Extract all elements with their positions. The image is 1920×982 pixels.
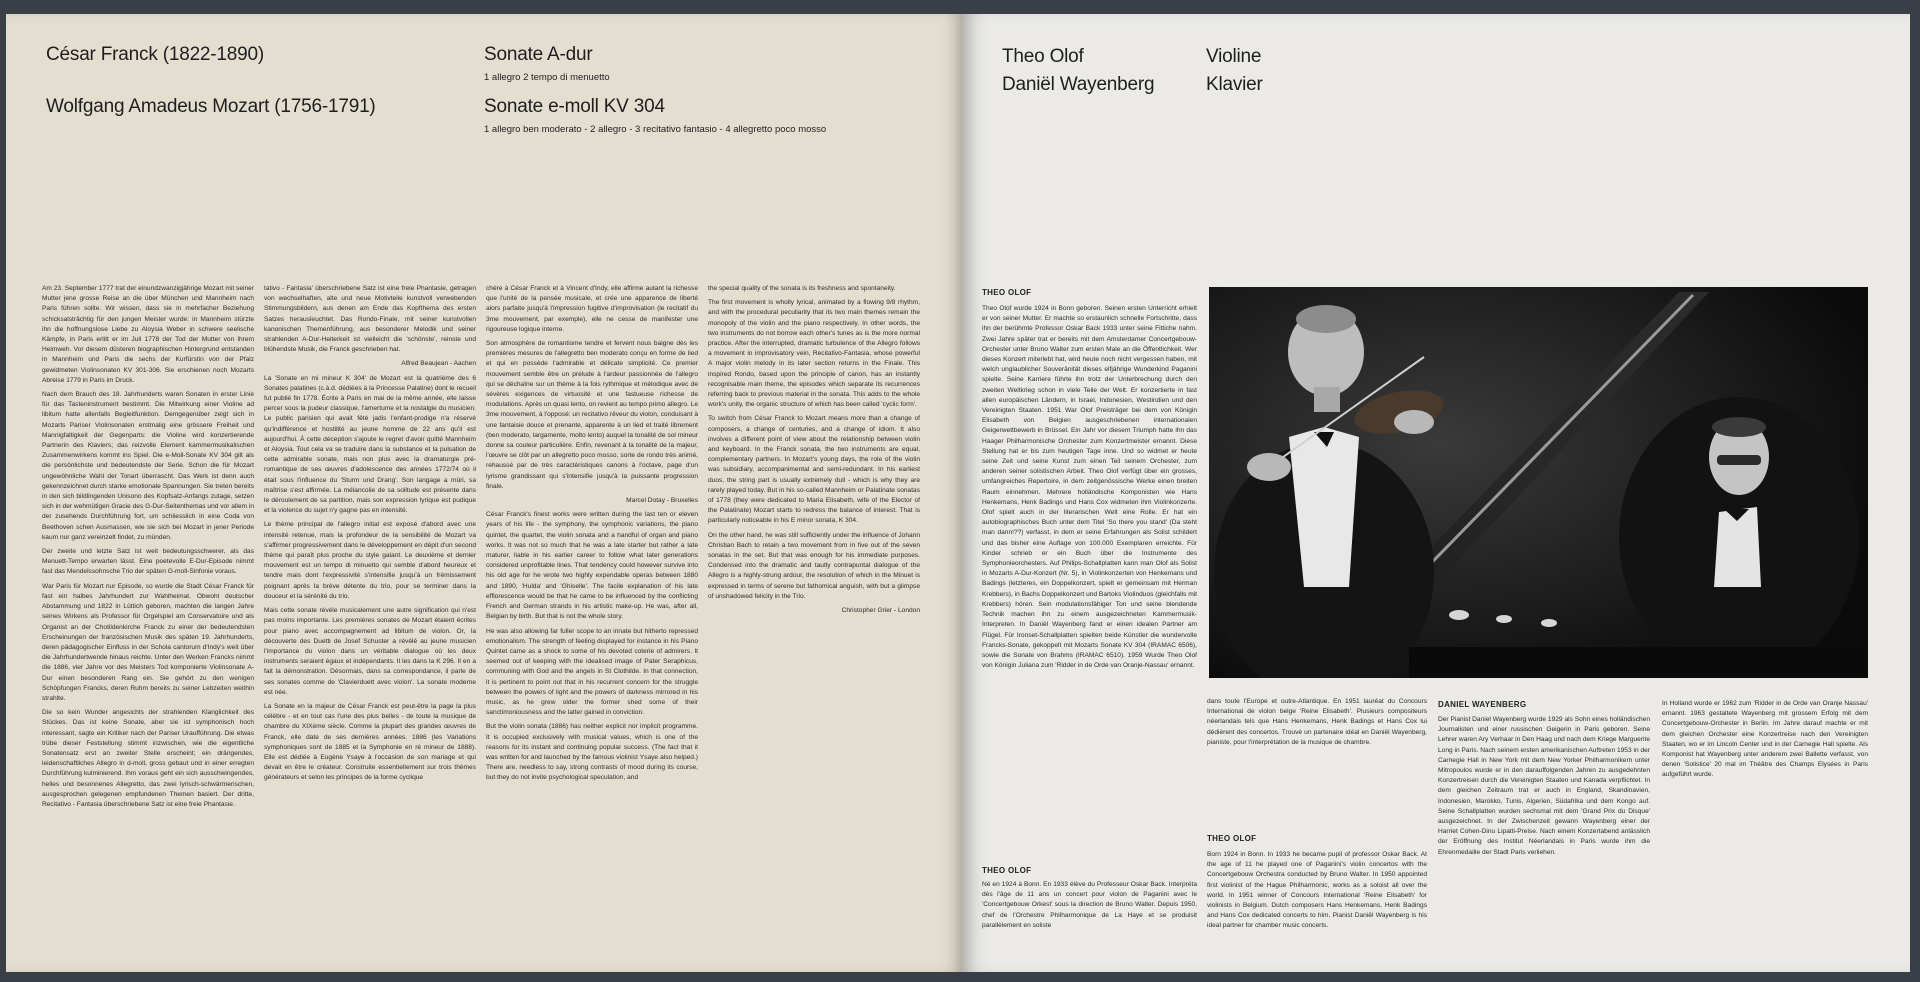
notes-paragraph: Mais cette sonate révèle musicalement une autre signification qui n'est pas moins importante. Les premières sonates de Mozart étaient écrites pour piano avec accompagnement ad libitum de violon. Or, la découverte des Duetti de Josef Schuster a révélé au jeune musicien l'importance du violon dans un véritable dialogue où les deux instruments seraient égaux et indépendants. Il les dans la K 296. Il en a fait la démonstration. Désormais, dans sa correspondance, il parle de ses sonates comme de 'Clavierduett avec violon'. La sonate moderne est née.: [264, 607, 476, 696]
theo-olof-heading: THEO OLOF: [982, 288, 1032, 297]
notes-paragraph: But the violin sonata (1886) has neither explicit nor implicit programme. It is occupied exclusively with musical values, which is one of the reasons for its instant and continuing popular success. (The fact that it was written for and launched by the famous violinist Ysaye also helped.) There are, needless to say, strong contrasts of mood during its course, but they do not invite psychological speculation, and: [486, 723, 698, 782]
notes-column-french-english: [486, 284, 698, 960]
author-signature: Marcel Dotay - Bruxelles: [626, 497, 698, 505]
notes-paragraph: Son atmosphère de romantisme tendre et fervent nous baigne dès les premières mesures de l'allegretto ben moderato conçu en forme de lied et qui en possède l'admirable et délicate simplicité. Ce premier mouvement semble être un prélude à l'ardeur passionnée de l'allegro qui se déchaîne sur un thème à la fois rythmique et mélodique avec de sévères exigences de virtuosité et une fastueuse richesse de modulations. Après un quasi lento, on revient au tempo primo allegro. Le 3me mouvement, à l'opposé: un recitativo rêveur du violon, conduisant à une fantaisie douce et prenante, apparente à un lied et traité librement (ben moderato, largamente, molto lento) auquel la tonalité de sol mineur donne sa couleur particulière. Enfin, revenant à la tonalité de la majeur, l'œuvre se clôt par un allegretto poco mosso, sorte de rondo très animé, rehaussé par de très caractéristiques canons à l'octave, page d'un lyrisme grandissant qui s'intensifie jusqu'à la puissante progression finale.: [486, 340, 698, 490]
bio-wayenberg-col2: [1662, 699, 1868, 899]
notes-paragraph: César Franck's finest works were written during the last ten or eleven years of his life - the symphony, the symphonic variations, the piano quintet, the quartet, the violin sonata and a handful of organ and piano works. It was not so much that he was a late starter but rather a late maturer, liable in his earlier career to follow what later generations considered unprofitable lines. That tendency could however survive into his old age for he wrote two highly expendable operas between 1880 and 1890, 'Hulda' and 'Ghiselle'. The facile explanation of his late efflorescence would be that he came to be influenced by the conflicting French and German strands in his artistic make-up. He was, after all, Belgian by birth. But that is not the whole story.: [486, 511, 698, 621]
notes-column-german: [42, 284, 254, 960]
bio-paragraph: Der Pianist Daniel Wayenberg wurde 1929 als Sohn eines holländischen Journalisten und einer russischen Geigerin in Paris geboren. Seine Lehrer waren Ary Verhaar in Den Haag und nach dem Kriege Marguerite Long in Paris. Nach seinem ersten amerikanischen Auftreten 1953 in der Carnegie Hall in New York mit dem New Yorker Philharmonikern unter Mitropoulos wurde er in den darauffolgenden Jahren zu ausgedehnten Konzertreisen durch die Vereinigten Staaten und Kanada verpflichtet. In dem gleichen Zeitraum trat er auch in England, Skandinavien, Indonesien, Marokko, Tunis, Algerien, Südafrika und dem Kongo auf. Seine Schallplatten wurden sechsmal mit dem 'Grand Prix du Disque' ausgezeichnet. In der Zwischenzeit gewann Wayenberg einer der Harriet Cohen-Dinu Lipatti-Preise. Nach einem Konzertabend anlässlich der Eröffnung des Institut Néerlandais in Paris wurde ihm die Ehrenmedaille der Stadt Paris verliehen.: [1438, 716, 1650, 856]
movements-mozart: 1 allegro ben moderato - 2 allegro - 3 recitativo fantasio - 4 allegretto poco mosso: [484, 124, 827, 135]
notes-paragraph: the special quality of the sonata is its freshness and spontaneity.: [708, 285, 896, 292]
theo-olof-heading-fr: THEO OLOF: [982, 866, 1032, 875]
performer-olof: Theo Olof: [1002, 46, 1084, 67]
notes-paragraph: chère à César Franck et à Vincent d'Indy, elle affirme autant la richesse que l'unité de la pensée musicale, et crée une apparence de liberté alors parfaite jusqu'à l'impression fugitive d'improvisation (le recitatif du 3me mouvement, par exemple), elle ne cesse de manifester une rigoureuse logique interne.: [486, 285, 698, 333]
instrument-piano: Klavier: [1206, 74, 1263, 95]
work-title-mozart: Sonate e-moll KV 304: [484, 96, 665, 117]
notes-paragraph: Nach dem Brauch des 18. Jahrhunderts waren Sonaten in erster Linie für das Tasteninstrument bestimmt. Die Mitwirkung einer Violine ad libitum hatte allenfalls Begleitfunktion. Demgegenüber zeigt sich in Mozarts Pariser Violinsonaten erstmalig eine grössere Freiheit und Mannigfaltigkeit der Gegenparts: die Violine wird konzertierende Partnerin des Klaviers; das reizvolle Element kammermusikalischen Zusammenwirkens kommt ins Spiel. Die e-Moll-Sonate KV 304 gilt als die persönlichste und bedeutendste der Serie. Schon die für Mozart ungewöhnliche Wahl der Tonart überrascht. Das Werk ist denn auch gekennzeichnet durch starke emotionale Spannungen. Sie treten bereits in den sich bildlingenden Unisono des Kopfsatz-Anfangs zutage, setzen sich in der wehmütigen Gracie des G-Dur-Seitenthemas und vor allem in der zusehends Durchführung fort, um schliesslich in eine Coda von Beethoven schen Ausmassen, wie sie sich bei Mozart in jener Periode kaum nur ganz vereinzelt findet, zu münden.: [42, 391, 254, 541]
bio-paragraph: dans toute l'Europe et outre-Atlantique. En 1951 lauréat du Concours International de violon belge 'Reine Elisabeth'. Plusieurs compositeurs néerlandais tels que Hans Henkemans, Henk Badings et Hans Cox lui dédièrent des concertos. Trouvé un partenaire idéal en Daniël Wayenberg, pianiste, pour l'interprétation de la musique de chambre.: [1207, 698, 1427, 746]
work-title-franck: Sonate A-dur: [484, 44, 593, 65]
bio-paragraph: In Holland wurde er 1962 zum 'Ridder in de Orde van Oranje Nassau' ernannt. 1963 gestaltete Wayenberg mit grossem Erfolg mit dem Concertgebouw-Orchester in Berlin. Im Jahre darauf machte er mit dem gleichen Orchester eine Konzertreise nach den Vereinigten Staaten, wo er im Lincoln Center und in der Carnegie Hall spielte. Als Komponist hat Wayenberg unter anderem zwei Ballette verfasst, von denen 'Solistice' 20 mal im Théâtre des Champs Elysées in Paris aufgeführt wurde.: [1662, 700, 1868, 779]
bio-wayenberg-col1: [1438, 715, 1650, 970]
composer-franck: César Franck (1822-1890): [46, 44, 265, 65]
author-signature: Alfred Beaujean - Aachen: [401, 360, 476, 368]
bio-olof-german: [982, 304, 1197, 852]
notes-paragraph: Die so kein Wunder angesichts der strahlenden Klanglichkeit des Stückes. Das ist keine Sonate, aber sie ist symphonisch hoch interessant, sagte ein Kritiker nach der Pariser Uraufführung. Die etwas trübe dieser Feststellung stimmt inzwischen, wie die eigentliche Sonatensatz erst an zweiter Stelle erscheint; ein drängendes, leidenschaftliches Allegro in d-moll, gross gebaut und in einer erregten Durchführung kulminierend. Ihm voraus geht ein sich ausschwingendes, helles und besonnenes Allegretto, das zwei lyrisch-schwärmerischen, ausgesprochen gelegenen empfundenen Themen basiert. Der dritte, Recitativo - Fantasia überschriebene Satz ist eine freie Phantasie.: [42, 709, 254, 808]
instrument-violin: Violine: [1206, 46, 1262, 67]
bio-olof-english: [1207, 850, 1427, 970]
notes-paragraph: The first movement is wholly lyrical, animated by a flowing 9/8 rhythm, and with the procedural peculiarity that its two main themes remain the monopoly of the violin and the piano respectively. In other words, the two instruments do not borrow each other's tunes as is the more normal practice. After the interrupted, dramatic turbulence of the Allegro follows a movement in improvisatory vein, Recitativo-Fantasia, whose powerful A major violin melody in its later section returns in the Finale. This inspired Rondo, based upon the principle of canon, has an instantly recognisable main theme, the episodes which separate its recurrences referring back to previous material in the sonata. This adds to the whole work's unity, the organic structure of which has been called 'cyclic form'.: [708, 299, 920, 409]
bio-paragraph: Theo Olof wurde 1924 in Bonn geboren. Seinen ersten Unterricht erhielt er von seiner Mutter. Er machte so erstaunlich schnelle Fortschritte, dass ihn der berühmte Professor Oskar Back 1933 unter seine Fittiche nahm. Zwei Jahre später trat er bereits mit dem Amsterdamer Concertgebouw-Orchester unter Bruno Walter zum ersten Male an die Öffentlichkeit. Wer dieses Konzert miterlebt hat, wird heute noch nicht vergessen haben, mit welch unglaublicher Souveränität dieses elfjährige Wunderkind Paganini spielte. Seine Karriere führte ihn trotz der Unterbrechung durch den zweiten Weltkrieg schon in viele Teile der Welt. Er konzertierte in fast allen europäischen Ländern, in Israel, Indonesien, Westindien und den Vereinigten Staaten. 1951 War Olof Preisträger bei dem von Königin Elisabeth von Belgien ausgeschriebenen internationalen Geigerwettbewerb in Brüssel. Ein Jahr vor diesem Triumph hatte ihn das Haager Philharmonische Orchester zum Konzertmeister ernannt. Diese Stellung hat er bis zum heutigen Tage inne. Und so widmet er heute seine Zeit und seine Kunst zum einen Teil seinem Orchester, zum anderen seiner solistischen Arbeit. Theo Olof verfügt über ein grosses, umfangreiches Repertoire, in dem zeitgenössische Werke einen breiten Raum einnehmen. Mehrere holländische Komponisten wie Hans Henkemans, Henk Badings und Hans Cox widmeten ihm Violinkonzerte. Olof spielt auch in der literarischen Welt eine Rolle. Er hat ein autobiographisches Buch unter dem Titel 'So there you stand' (Da steht man dann!??) verfasst, in dem er seine Erfahrungen als Solist schildert und das bisher eine Auflage von 100.000 Exemplaren erreichte. Für Kinder schrieb er ein Buch über die Instrumente des Symphonieorchesters. Auf Philips-Schallplatten kann man Olof als Solist in Mozarts A-Dur-Konzert (Nr. 5), in Violinkonzerten von Henkemans und Badings (letzteres, ein Doppelkonzert, spielt er gemeinsam mit Herman Krebbers), in Bachs Doppelkonzert und Bartoks Violinduos (gleichfalls mit Krebbers) hören. Sein modulationsfähiger Ton und seine blendende Technik machen ihn zu einem ausgezeichneten Kammermusik-Interpreten. In Daniël Wayenberg fand er einen idealen Partner am Flügel. Für Ironset-Schallplatten spielten beide Künstler die wundervolle Francks-Sonate, gekoppelt mit Mozarts Sonate KV 304 (IRAMAC 6506), sowie die Sonate von Brahms (IRAMAC 6510). 1959 Wurde Theo Olof von Königin Juliana zum 'Ridder in de Orde van Oranje-Nassau' ernannt.: [982, 305, 1197, 670]
photo-illustration: [1209, 287, 1868, 678]
bio-olof-french: [982, 880, 1197, 970]
bio-olof-french-cont: [1207, 697, 1427, 807]
notes-paragraph: To switch from César Franck to Mozart means more than a change of composers, a change of centuries, and a change of idiom. It also involves a different point of view about the relationship between violin and keyboard. In the Franck sonata, the two instruments are equal, complementary partners. In Mozart's young days, the role of the violin was subsidiary, accompanimental and semi-redundant. In his earliest duos, the string part is usually extremely dull - which is why they are rarely played today. But in his so-called Mannheim or Palatinate sonatas of 1778 (they were dedicated to Maria Elisabeth, wife of the Elector of the Palatinate) Mozart starts to redress the balance of interest. That is particularly noticeable in his E minor sonata, K 304.: [708, 415, 920, 525]
bio-paragraph: Né en 1924 à Bonn. En 1933 élève du Professeur Oskar Back. Interpréta dès l'âge de 11 ans un concert pour violon de Paganini avec le 'Concertgebouw Orkest' sous la direction de Bruno Walter. Depuis 1950, chef de l'Orchestre Philharmonique de La Haye et se produisit parallèlement en soliste: [982, 881, 1197, 929]
performers-photograph: [1209, 287, 1868, 678]
author-signature: Christopher Grier - London: [841, 607, 920, 615]
notes-column-german-french: [264, 284, 476, 960]
notes-paragraph: Der zweite und letzte Satz ist weit bedeutungsschwerer, als das Menuett-Tempo erwarten lässt. Eine poetevolle E-Dur-Episode nimmt fast das Mendelssohnsche Trio der späten G-moll-Sinfonie voraus.: [42, 548, 254, 576]
performer-wayenberg: Daniël Wayenberg: [1002, 74, 1155, 95]
left-cover-panel: [6, 14, 964, 972]
notes-paragraph: Am 23. September 1777 trat der einundzwanzigjährige Mozart mit seiner Mutter jene grosse Reise an die über München und Mannheim nach Paris führen sollte. Wir wissen, dass sie in mehrfacher Beziehung schicksalsträchtig für den jungen Meister wurde: in Mannheim stürzte ihn die hoffnungslose Liebe zu Aloysia Weber in schwere seelische Kämpfe, in Paris erlitt er im Juli 1778 der Tod der Mutter von ihrem Heimweh. Vor diesem düsteren biographischen Hintergrund entstanden in Mannheim und Paris die sechs der Kurfürstin von der Pfalz gewidmeten Violinsonaten KV 301-306. Sie erschienen noch Mozarts Abreise 1779 in Paris im Druck.: [42, 285, 254, 384]
notes-paragraph: Le thème principal de l'allegro initial est exposé d'abord avec une intensité retenue, mais la profondeur de la sensibilité de Mozart va s'affirmer progressivement dans le développement en dépit d'un second thème qui paraît plus proche du style galant. Le deuxième et dernier mouvement est un tempo di minuetto qui semble d'abord heureux et tendre mais dont l'expressivité s'intensifie jusqu'à un frémissement poignant après la brève détente du trio, pour se terminer dans la douceur et la sérénité du trio.: [264, 521, 476, 600]
bio-paragraph: Born 1924 in Bonn. In 1933 he became pupil of professor Oskar Back. At the age of 11 he played one of Paganini's violin concertos with the Concertgebouw Orchestra conducted by Bruno Walter. In 1950 appointed first violinist of the Hague Philharmonic, works as a soloist all over the world. In 1951 winner of Concours International 'Reine Elisabeth' for violinists in Belgium. Dutch composers Hans Henkemans, Henk Badings and Hans Cox dedicated concerts to him. Pianist Daniël Wayenberg is his ideal partner for chamber music concerts.: [1207, 851, 1427, 930]
movements-franck: 1 allegro 2 tempo di menuetto: [484, 72, 610, 83]
notes-paragraph: tativo - Fantasia' überschriebene Satz ist eine freie Phantasie, getragen von wechselhaften, alte und neue Motivteile kunstvoll verwebenden Stimmungsbildern, aus denen am Ende das Kopfthema des ersten Satzes herausleuchtet. Das Rondo-Finale, mit seiner kunstvollen kanonischen Themenführung, aus besonderer Melodik und seiner strahlenden A-Dur-Heiterkeit ist vielleicht die 'schönste', reinste und blühendste Musik, die Franck geschrieben hat.: [264, 285, 476, 354]
notes-column-english: [708, 284, 920, 960]
notes-paragraph: War Paris für Mozart nur Episode, so wurde die Stadt César Franck für fast ein halbes Jahrhundert zur Wahlheimat. Obwohl deutscher Abstammung und 1822 in Lüttich geboren, machten die langen Jahre seines Wirkens als Professor für Orgelspiel am Conservatoire und als Organist an der Chotildenkirche Franck zu einer der bedeutendsten Erscheinungen der französischen Musik des späten 19. Jahrhunderts, deren pädagogischer Einfluss in der Schola cantorum d'Indy's weit über die Jahrhundertwende hinaus reichte. Unter den Werken Francks nimmt die 1886, vier Jahre vor des Meisters Tod komponierte Violinsonate A-Dur einen besonderen Rang ein. Sie gehört zu den wenigen Schöpfungen Francks, deren Ruhm bereits zu seiner Lebzeiten weithin strahlte.: [42, 582, 254, 702]
daniel-wayenberg-heading: DANIEL WAYENBERG: [1438, 700, 1527, 709]
theo-olof-heading-en: THEO OLOF: [1207, 834, 1257, 843]
notes-paragraph: He was also allowing far fuller scope to an innate but hitherto repressed emotionalism. The strength of feeling displayed for instance in his Piano Quintet came as a shock to some of his devoted coterie of admirers. It seemed out of keeping with the idealised image of Pater Seraphicus, communing with God and the angels in St Clothilde. In that connection, it is pertinent to point out that in his recurrent concern for the struggle between the powers of light and the powers of darkness mirrored in his music, as he grew older the former shed some of their sanctimoniousness and the latter gained in conviction.: [486, 627, 698, 717]
notes-paragraph: La Sonate en la majeur de César Franck est peut-être la page la plus célèbre - et en tout cas l'une des plus belles - de toute la musique de chambre du XIXème siècle. Comme la plupart des grandes œuvres de Franck, elle date de ses dernières années. 1886 (les Variations symphoniques sont de 1885 et la Symphonie en ré mineur de 1888). Elle est dédiée à Eugène Ysaye à l'occasion de son mariage et qui devait en être le créateur. Construite essentiellement sur trois thèmes générateurs et selon les principes de la forme cyclique: [264, 702, 476, 782]
notes-paragraph: La 'Sonate en mi mineur K 304' de Mozart est la quatrième des 6 Sonates palatines (c.à.d. dédiées à la Princesse Palatine) dont le recueil fut publié fin 1778. Écrite à Paris en mai de la même année, elle laisse percer sous la pudeur classique, l'amertume et la nostalgie du musicien. Le public parisien qui avait fêté jadis l'enfant-prodige n'a réservé qu'indifférence et hostilité au jeune homme de 22 ans qu'il est aujourd'hui. À cette déception s'ajoute le regret d'avoir quitté Mannheim et Aloysia. Tout cela va se traduire dans la substance et la pulsation de cette admirable sonate, mais non plus avec la dramaturgie pré-romantique de ses œuvres d'adolescence des années 1772/74 où il était sous l'influence du 'Sturm und Drang'. Son langage a mûri, sa maîtrise s'est affirmée. La mélancolie de sa solitude est présente dans le déroulement de sa partition, mais son expression lyrique est pudique et la violence du sujet n'y gagne pas en intensité.: [264, 374, 476, 515]
composer-mozart: Wolfgang Amadeus Mozart (1756-1791): [46, 96, 376, 117]
notes-paragraph: On the other hand, he was still sufficiently under the influence of Johann Christian Bach to retain a two movement from in five out of the seven sonatas in the set. But that was enough for his immediate purposes. Condensed into the dramatic and tautly contrapuntal dialogue of the Allegro is a highly-strung ardour, the resolution of which in the Minuet is expressed in terms of serene but fathomical anguish, with but a glimpse of unshadowed felicity in the Trio.: [708, 531, 920, 600]
